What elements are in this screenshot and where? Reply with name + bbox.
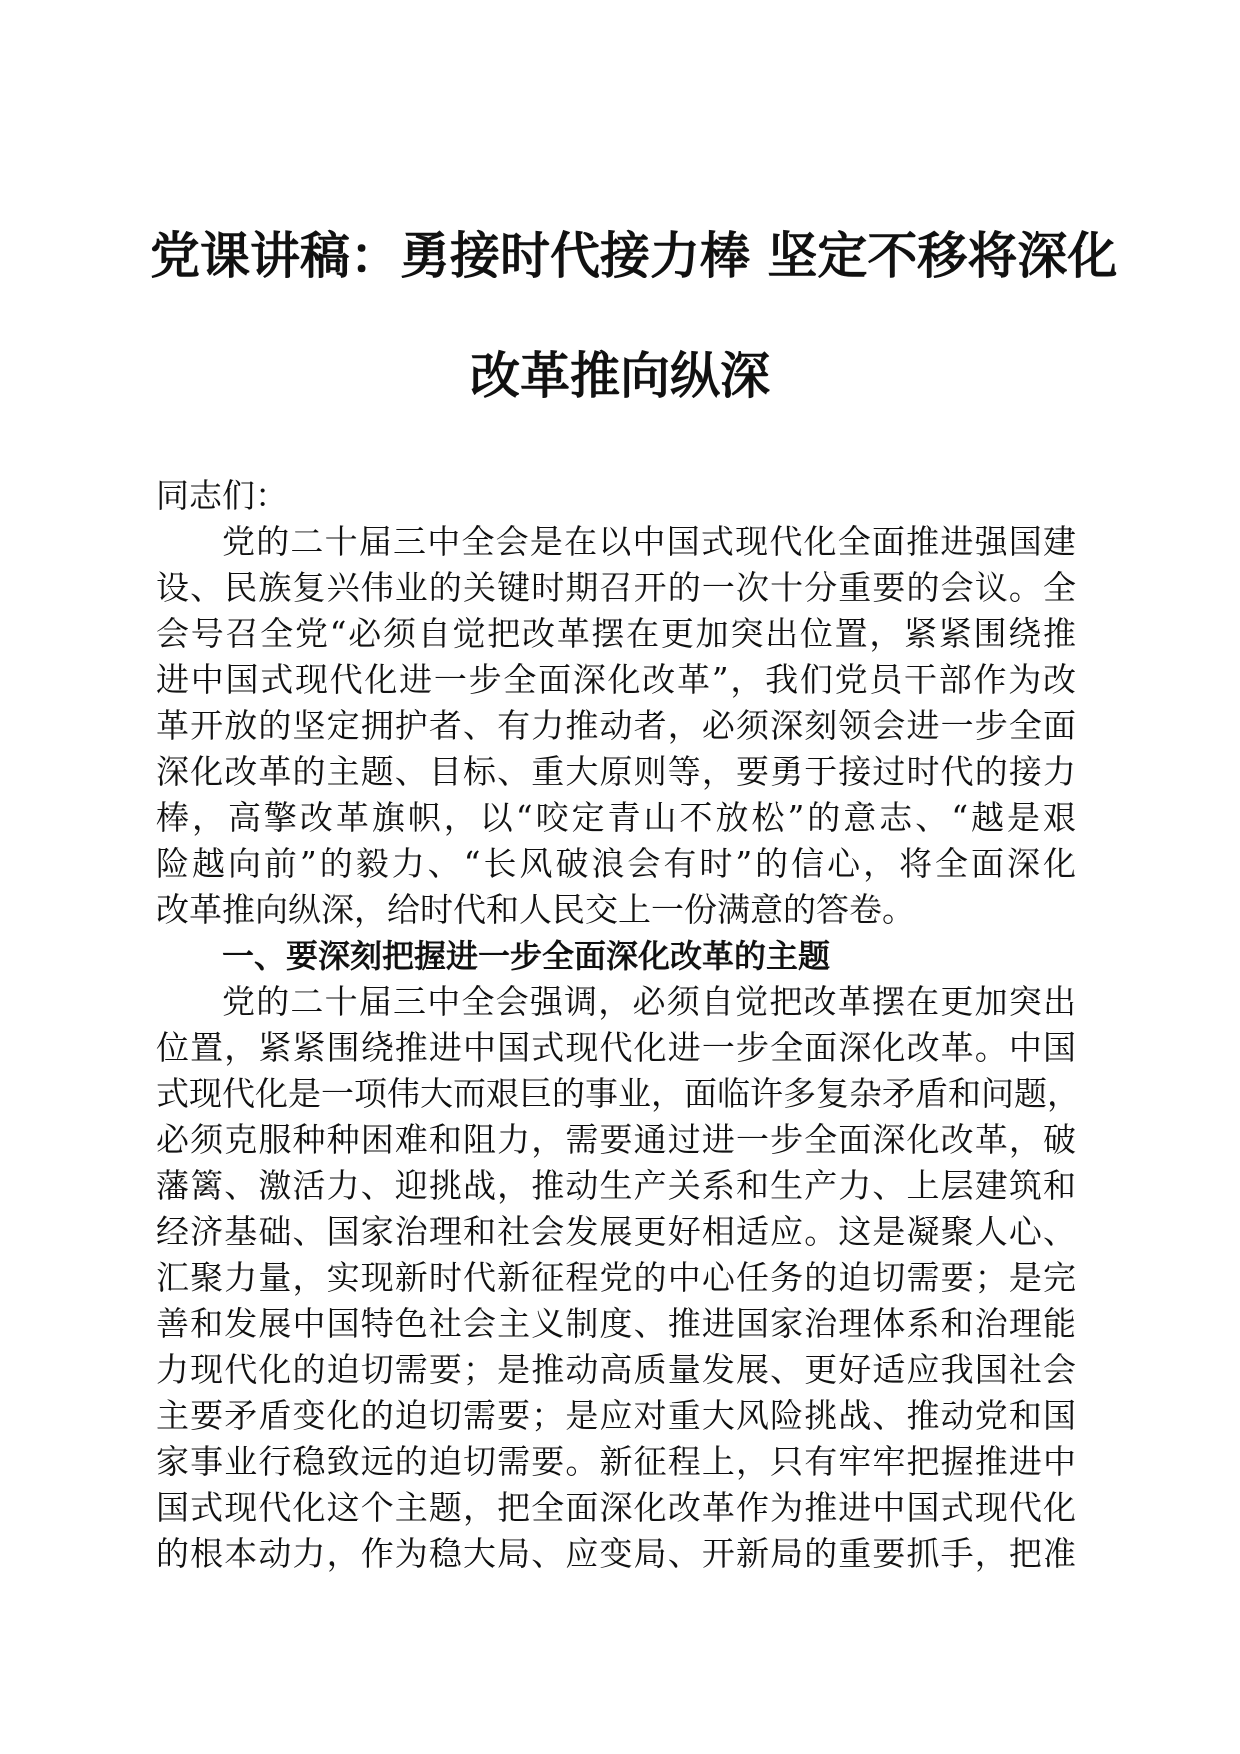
paragraph-line: 藩篱、激活力、迎挑战，推动生产关系和生产力、上层建筑和 (156, 1166, 1076, 1205)
paragraph-line: 党的二十届三中全会强调，必须自觉把改革摆在更加突出 (222, 982, 1076, 1021)
paragraph-line: 位置，紧紧围绕推进中国式现代化进一步全面深化改革。中国 (156, 1028, 1076, 1067)
paragraph-line: 设、民族复兴伟业的关键时期召开的一次十分重要的会议。全 (156, 568, 1076, 607)
salutation: 同志们： (156, 476, 288, 515)
paragraph-1 (156, 519, 1076, 933)
paragraph-line: 棒，高擎改革旗帜，以“咬定青山不放松”的意志、“越是艰 (156, 798, 1076, 837)
paragraph-line: 党的二十届三中全会是在以中国式现代化全面推进强国建 (222, 522, 1076, 561)
section-heading-1: 一、要深刻把握进一步全面深化改革的主题 (222, 937, 831, 975)
paragraph-line: 进中国式现代化进一步全面深化改革”，我们党员干部作为改 (156, 660, 1076, 699)
paragraph-line: 主要矛盾变化的迫切需要；是应对重大风险挑战、推动党和国 (156, 1396, 1076, 1435)
paragraph-line: 改革推向纵深，给时代和人民交上一份满意的答卷。 (156, 890, 915, 929)
paragraph-line: 家事业行稳致远的迫切需要。新征程上，只有牢牢把握推进中 (156, 1442, 1076, 1481)
paragraph-line: 国式现代化这个主题，把全面深化改革作为推进中国式现代化 (156, 1488, 1076, 1527)
paragraph-line: 式现代化是一项伟大而艰巨的事业，面临许多复杂矛盾和问题， (156, 1074, 1080, 1113)
paragraph-line: 深化改革的主题、目标、重大原则等，要勇于接过时代的接力 (156, 752, 1076, 791)
paragraph-2 (156, 979, 1080, 1577)
document-body (156, 473, 1080, 1577)
paragraph-line: 经济基础、国家治理和社会发展更好相适应。这是凝聚人心、 (156, 1212, 1076, 1251)
paragraph-line: 的根本动力，作为稳大局、应变局、开新局的重要抓手，把准 (156, 1534, 1076, 1573)
paragraph-line: 善和发展中国特色社会主义制度、推进国家治理体系和治理能 (156, 1304, 1076, 1343)
paragraph-line: 革开放的坚定拥护者、有力推动者，必须深刻领会进一步全面 (156, 706, 1076, 745)
paragraph-line: 必须克服种种困难和阻力，需要通过进一步全面深化改革，破 (156, 1120, 1076, 1159)
document-title-line-2: 改革推向纵深 (470, 346, 770, 405)
paragraph-line: 险越向前”的毅力、“长风破浪会有时”的信心，将全面深化 (156, 844, 1076, 883)
document-title-line-1: 党课讲稿：勇接时代接力棒 坚定不移将深化 (150, 226, 1118, 285)
paragraph-line: 汇聚力量，实现新时代新征程党的中心任务的迫切需要；是完 (156, 1258, 1076, 1297)
paragraph-line: 力现代化的迫切需要；是推动高质量发展、更好适应我国社会 (156, 1350, 1076, 1389)
paragraph-line: 会号召全党“必须自觉把改革摆在更加突出位置，紧紧围绕推 (156, 614, 1076, 653)
